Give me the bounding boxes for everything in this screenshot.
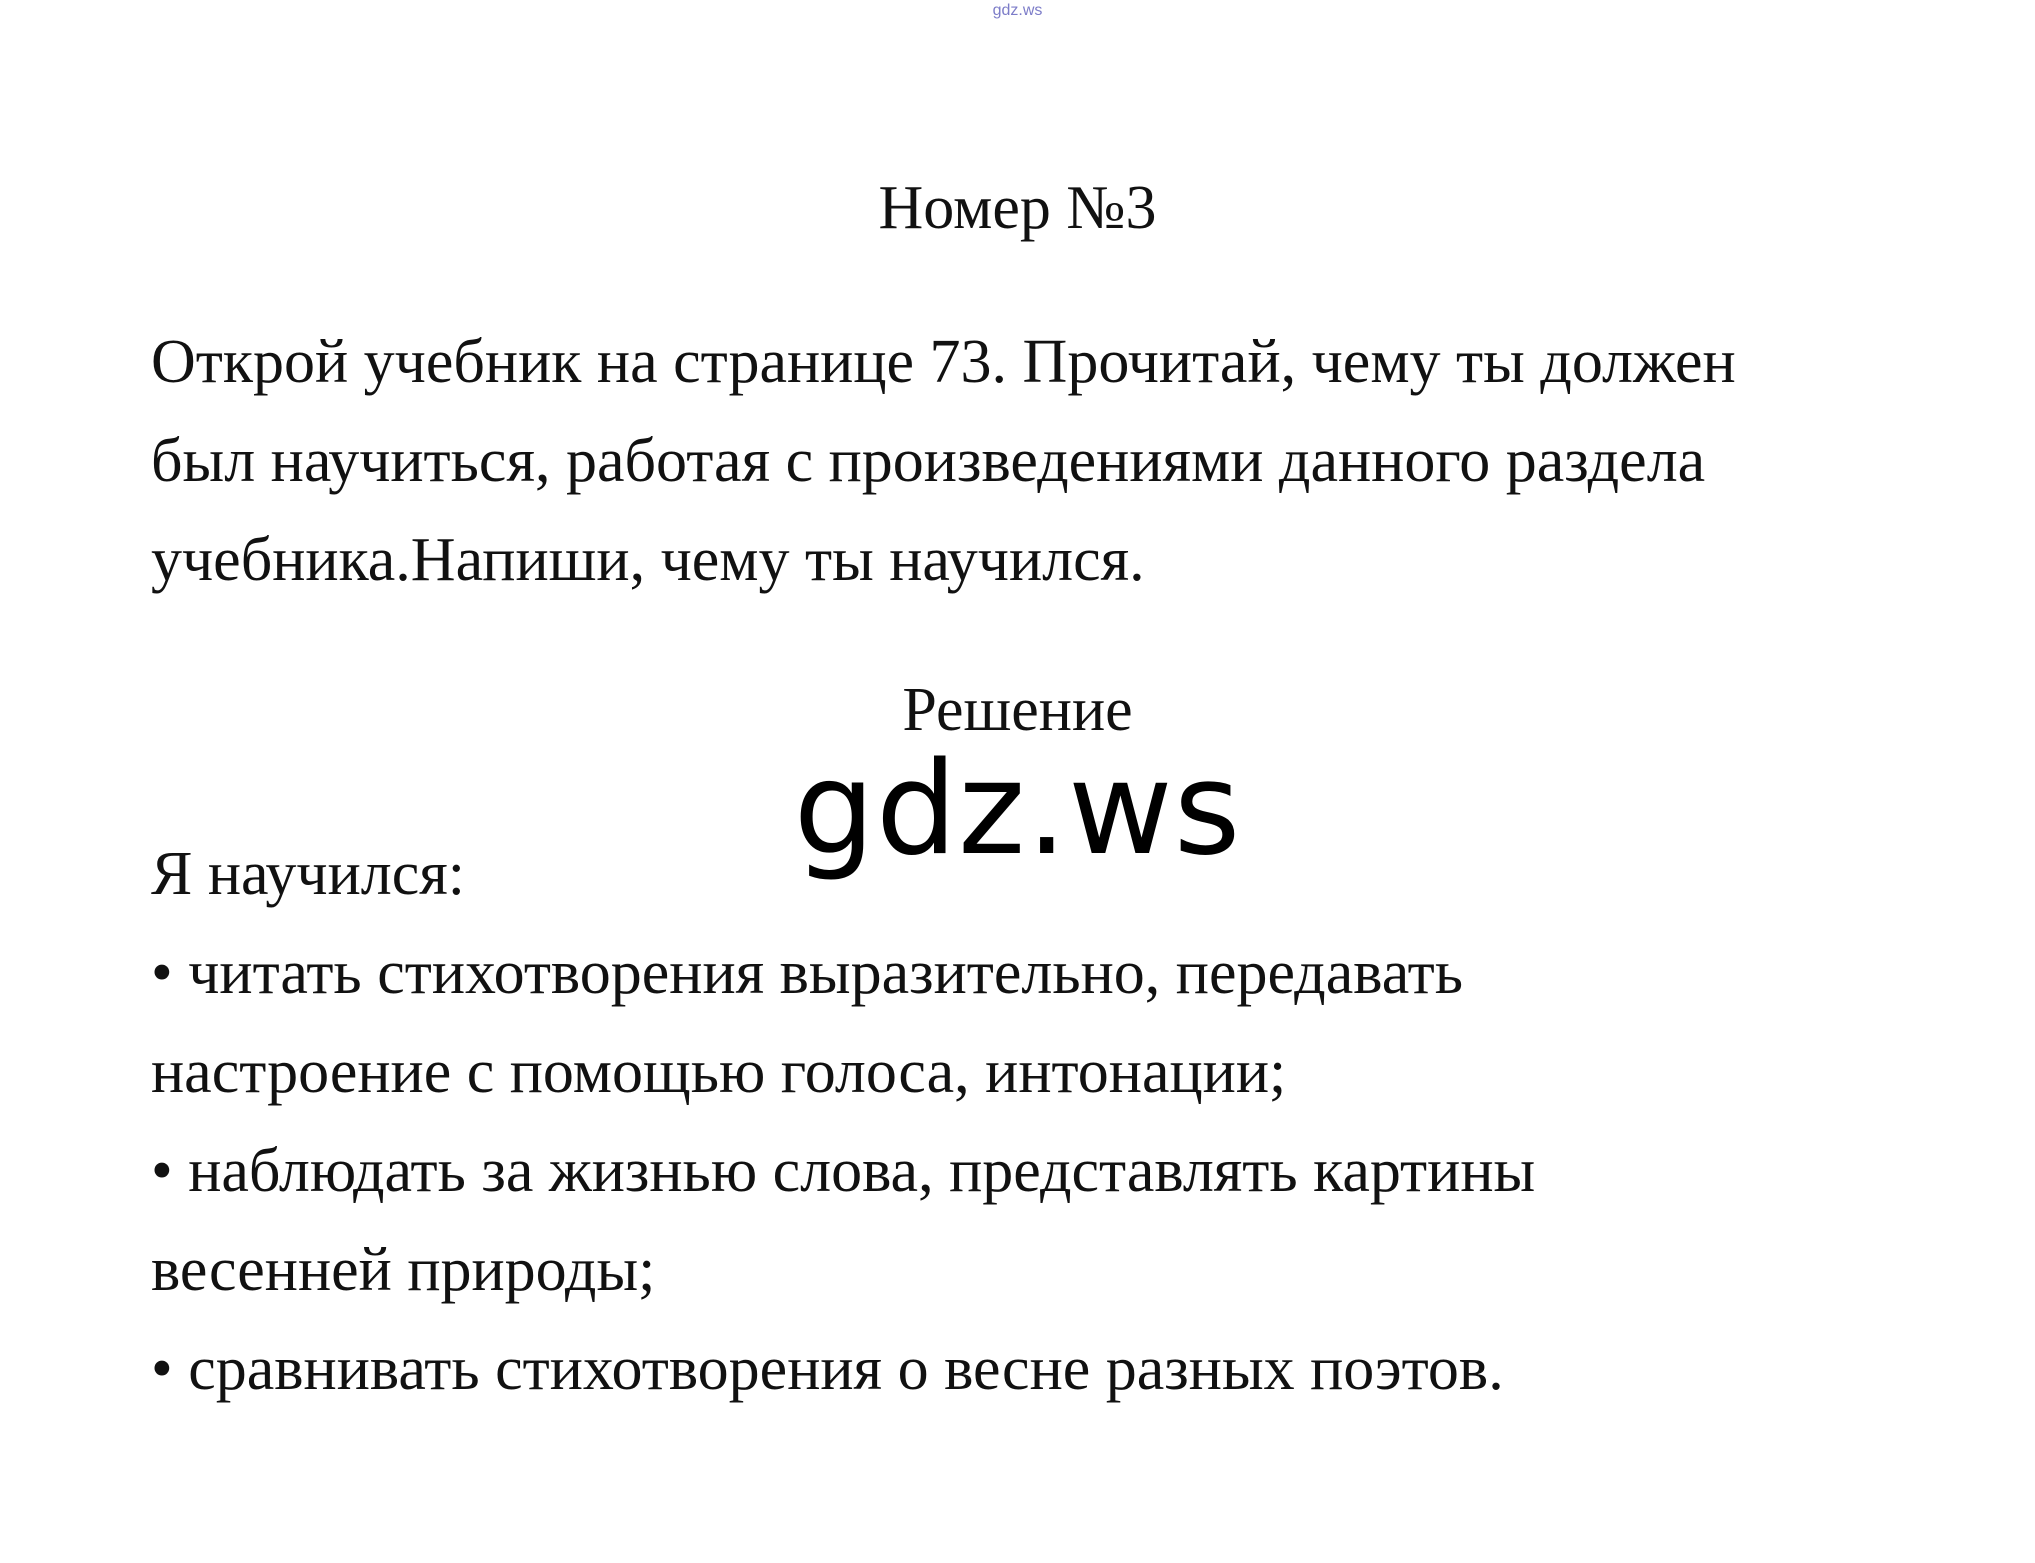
task-line: Открой учебник на странице 73. Прочитай, чему ты должен bbox=[151, 328, 1736, 396]
task-line: учебника.Напиши, чему ты научился. bbox=[151, 526, 1145, 594]
solution-heading: Решение bbox=[902, 676, 1133, 744]
answer-line: • читать стихотворения выразительно, передавать bbox=[151, 939, 1463, 1007]
site-watermark-small: gdz.ws bbox=[992, 2, 1043, 19]
answer-line: весенней природы; bbox=[151, 1236, 656, 1304]
answer-line: • сравнивать стихотворения о весне разных поэтов. bbox=[151, 1335, 1504, 1403]
answer-text bbox=[151, 825, 1951, 1419]
site-watermark: gdz.ws bbox=[793, 735, 1242, 884]
page-title: Номер №3 bbox=[878, 174, 1157, 242]
answer-line: настроение с помощью голоса, интонации; bbox=[151, 1038, 1287, 1106]
task-text bbox=[151, 313, 1951, 610]
task-line: был научиться, работая с произведениями данного раздела bbox=[151, 427, 1706, 495]
answer-intro: Я научился: bbox=[151, 840, 465, 908]
answer-line: • наблюдать за жизнью слова, представлять картины bbox=[151, 1137, 1536, 1205]
